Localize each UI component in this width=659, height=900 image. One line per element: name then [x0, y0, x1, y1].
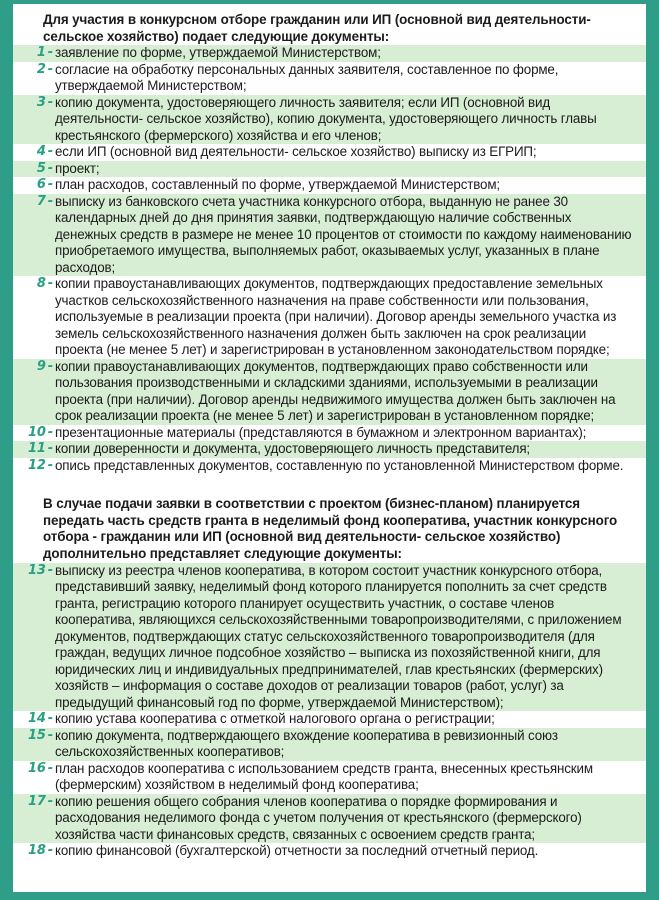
item-number: [13, 843, 55, 860]
dash-glyph: -: [47, 276, 53, 292]
item-text: копию финансовой (бухгалтерской) отчетности за последний отчетный период.: [55, 843, 539, 859]
dash-glyph: -: [47, 358, 53, 374]
item-text: копию документа, удостоверяющего личность заявителя; если ИП (основной вид деятельности- сельское хозяйство), копию документа, удостоверяющего личность главы крестьянского (фермерского) хозяйства и его членов;: [55, 94, 597, 143]
item-text: презентационные материалы (представляются в бумажном и электронном вариантах);: [55, 424, 587, 440]
dash-glyph: -: [47, 94, 53, 110]
item-number: [13, 161, 55, 178]
item-number-value: 6: [36, 177, 46, 193]
list-item: [13, 563, 646, 712]
dash-glyph: -: [47, 760, 53, 776]
item-number-value: 8: [36, 276, 46, 292]
section2-heading: В случае подачи заявки в соответствии с проектом (бизнес-планом) планируется передать часть средств гранта в неделимый фонд кооператива, участник конкурсного отбора - гражданин или ИП (основной вид деятельности- сельское хозяйство) дополнительно представляет следующие документы:: [43, 496, 618, 561]
list-item: [13, 359, 646, 425]
dash-glyph: -: [47, 441, 53, 457]
item-text: копии правоустанавливающих документов, подтверждающих предоставление земельных участков сельскохозяйственного назначения на праве собственности или пользования, используемые в реализации проекта (при наличии). Договор аренды земельного участка из земель сельскохозяйственного назначения должен быть заключен на срок реализации проекта (не менее 5 лет) и зарегистрирован в установленном законодательством порядке;: [55, 276, 617, 358]
item-number-value: 9: [36, 358, 46, 374]
item-text: копии правоустанавливающих документов, подтверждающих право собственности или пользования производственными и складскими зданиями, используемыми в реализации проекта (при наличии). Договор аренды недвижимого имущества должен быть заключен на срок реализации проекта (не менее 5 лет) и зарегистрирован в установленном порядке;: [55, 358, 616, 424]
dash-glyph: -: [47, 727, 53, 743]
list-item: [13, 194, 646, 277]
item-number: [13, 144, 55, 161]
item-number-value: 1: [36, 45, 46, 61]
list-item: [13, 161, 646, 178]
item-text: план расходов, составленный по форме, утверждаемой Министерством;: [55, 177, 500, 193]
item-number: [13, 359, 55, 425]
section1-heading: Для участия в конкурсном отборе гражданин или ИП (основной вид деятельности-сельское хозяйство) подает следующие документы:: [43, 12, 591, 44]
item-text: проект;: [55, 160, 100, 176]
item-text: если ИП (основной вид деятельности- сельское хозяйство) выписку из ЕГРИП;: [55, 144, 537, 160]
list-item: [13, 728, 646, 761]
item-number: [13, 177, 55, 194]
dash-glyph: -: [47, 61, 53, 77]
item-text: выписку из банковского счета участника конкурсного отбора, выданную не ранее 30 календарных дней до дня принятия заявки, подтверждающую наличие собственных денежных средств в размере не менее 10 процентов от стоимости по каждому наименованию приобретаемого имущества, выполняемых работ, оказываемых услуг, указанных в плане расходов;: [55, 193, 632, 275]
item-number-value: 13: [27, 562, 46, 578]
item-text: копии доверенности и документа, удостоверяющего личность представителя;: [55, 441, 531, 457]
dash-glyph: -: [47, 562, 53, 578]
item-text: заявление по форме, утверждаемой Министерством;: [55, 45, 381, 61]
item-number: [13, 711, 55, 728]
dash-glyph: -: [47, 843, 53, 859]
item-text: опись представленных документов, составленную по установленной Министерством форме.: [55, 457, 624, 473]
document-sheet: [13, 4, 646, 892]
item-number-value: 11: [27, 441, 46, 457]
section2-list: [13, 563, 646, 860]
dash-glyph: -: [47, 45, 53, 61]
dash-glyph: -: [47, 457, 53, 473]
dash-glyph: -: [47, 711, 53, 727]
list-item: [13, 794, 646, 844]
item-number-value: 15: [27, 727, 46, 743]
list-item: [13, 95, 646, 145]
item-number-value: 16: [27, 760, 46, 776]
item-number-value: 18: [27, 843, 46, 859]
dash-glyph: -: [47, 160, 53, 176]
list-item: [13, 441, 646, 458]
list-item: [13, 425, 646, 442]
item-number: [13, 458, 55, 475]
item-text: копию устава кооператива с отметкой налогового органа о регистрации;: [55, 711, 495, 727]
item-text: согласие на обработку персональных данных заявителя, составленное по форме, утверждаемой Министерством;: [55, 61, 559, 94]
dash-glyph: -: [47, 793, 53, 809]
item-number: [13, 194, 55, 277]
item-number-value: 7: [36, 193, 46, 209]
item-number: [13, 563, 55, 712]
list-item: [13, 177, 646, 194]
item-number-value: 3: [36, 94, 46, 110]
item-number-value: 14: [27, 711, 46, 727]
dash-glyph: -: [47, 193, 53, 209]
list-item: [13, 144, 646, 161]
section1-list: [13, 45, 646, 474]
section-gap: [13, 474, 646, 496]
item-number: [13, 794, 55, 844]
dash-glyph: -: [47, 144, 53, 160]
list-item: [13, 62, 646, 95]
item-number-value: 5: [36, 160, 46, 176]
item-number-value: 10: [27, 424, 46, 440]
item-number: [13, 728, 55, 761]
item-number-value: 4: [36, 144, 46, 160]
item-text: копию документа, подтверждающего вхождение кооператива в ревизионный союз сельскохозяйственных кооперативов;: [55, 727, 558, 760]
dash-glyph: -: [47, 177, 53, 193]
item-number-value: 2: [36, 61, 46, 77]
item-number: [13, 441, 55, 458]
item-number: [13, 62, 55, 95]
item-number: [13, 276, 55, 359]
item-text: копию решения общего собрания членов кооператива о порядке формирования и расходования неделимого фонда с учетом получения от крестьянского (фермерского) хозяйства части финансовых средств, связанных с освоением средств гранта;: [55, 793, 582, 842]
item-number: [13, 761, 55, 794]
dash-glyph: -: [47, 424, 53, 440]
list-item: [13, 843, 646, 860]
item-number: [13, 45, 55, 62]
list-item: [13, 761, 646, 794]
item-number-value: 12: [27, 457, 46, 473]
list-item: [13, 458, 646, 475]
list-item: [13, 45, 646, 62]
list-item: [13, 711, 646, 728]
item-number-value: 17: [27, 793, 46, 809]
list-item: [13, 276, 646, 359]
item-number: [13, 95, 55, 145]
item-text: план расходов кооператива с использованием средств гранта, внесенных крестьянским (фермерским) хозяйством в неделимый фонд кооператива;: [55, 760, 593, 793]
item-text: выписку из реестра членов кооператива, в котором состоит участник конкурсного отбора, представивший заявку, неделимый фонд которого планируется пополнить за счет средств гранта, регистрацию которого планирует осуществить участник, о составе членов кооператива, являющихся сельскохозяйственными товаропроизводителями, с приложением документов, подтверждающих статус сельскохозяйственного товаропроизводителя (для граждан, ведущих личное подсобное хозяйство – выписка из похозяйственной книги, для юридических лиц и индивидуальных предпринимателей, глав крестьянских (фермерских) хозяйств – информация о составе доходов от реализации товаров (работ, услуг) за предыдущий финансовый год по форме, утверждаемой Министерством);: [55, 562, 622, 710]
item-number: [13, 425, 55, 442]
